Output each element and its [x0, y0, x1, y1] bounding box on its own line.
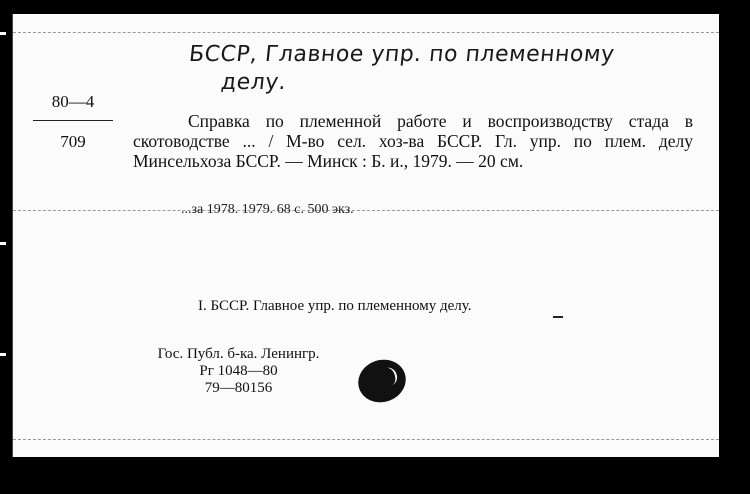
library-name: Гос. Публ. б-ка. Ленингр. — [157, 346, 320, 362]
shelf-mark-top: 80—4 — [51, 92, 95, 111]
catalog-card — [12, 14, 719, 457]
library-code: Рг 1048—80 — [199, 363, 278, 379]
edge-mark — [0, 353, 6, 356]
edge-mark — [0, 242, 6, 245]
shelf-mark-bottom: 709 — [60, 132, 86, 151]
physical-notes: ...за 1978. 1979. 68 с. 500 экз. — [181, 202, 354, 217]
dashed-rule — [13, 439, 719, 440]
edge-mark — [0, 32, 6, 35]
pen-mark — [553, 316, 563, 318]
shelf-mark-divider — [33, 120, 113, 121]
dashed-rule — [13, 210, 719, 211]
ink-stamp-blot — [353, 354, 412, 409]
subject-tracing: I. БССР. Главное упр. по племенному делу. — [198, 298, 472, 314]
library-stamp-text — [131, 346, 346, 397]
handwritten-note-line-1: БССР, Главное упр. по племенному — [187, 42, 616, 67]
bibliographic-description: Справка по племенной работе и воспроизводству стада в скотоводстве ... / М-во сел. хоз-ва БССР. Гл. упр. по плем. делу Минсельхоза БССР. — Минск : Б. и., 1979. — 20 см. — [133, 111, 693, 171]
handwritten-note-line-2: делу. — [219, 70, 288, 95]
dashed-rule — [13, 32, 719, 33]
library-number: 79—80156 — [204, 380, 273, 396]
